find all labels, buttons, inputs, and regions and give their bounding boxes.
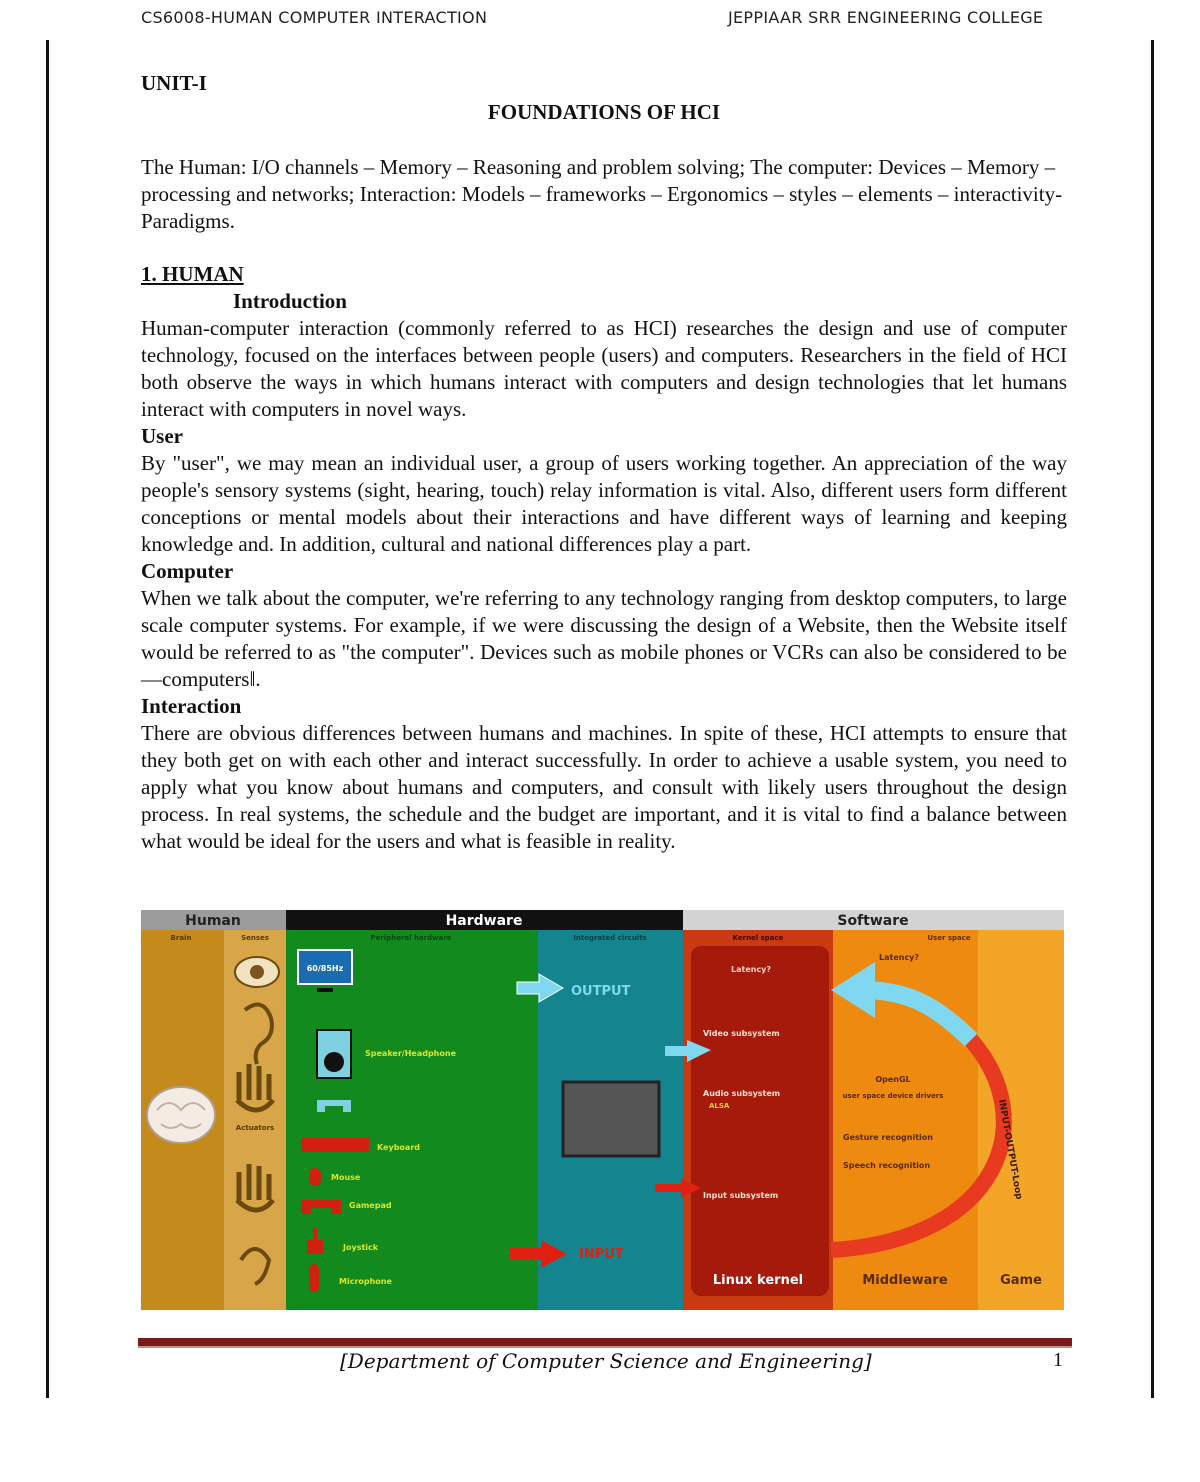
middleware-latency-label: Latency?	[879, 953, 920, 962]
keyboard-label: Keyboard	[377, 1143, 420, 1152]
integrated-label: Integrated circuits	[573, 934, 647, 942]
software-label: Software	[837, 913, 909, 929]
interaction-heading: Interaction	[141, 694, 242, 718]
gamepad-label: Gamepad	[349, 1201, 392, 1210]
microphone-icon	[309, 1264, 319, 1292]
alsa-label: ALSA	[709, 1102, 730, 1110]
display-rate-label: 60/85Hz	[306, 964, 344, 973]
user-space-drivers-label: user space device drivers	[842, 1092, 944, 1100]
kernel-latency-label: Latency?	[731, 965, 772, 974]
senses-label: Senses	[241, 934, 269, 942]
opengl-label: OpenGL	[875, 1075, 911, 1084]
speech-recognition-label: Speech recognition	[843, 1161, 931, 1170]
footer-divider	[138, 1338, 1072, 1346]
game-label: Game	[1000, 1273, 1042, 1288]
user-heading: User	[141, 424, 183, 448]
kernel-space-label: Kernel space	[732, 934, 784, 942]
section-heading: 1. HUMAN	[141, 262, 244, 286]
computer-paragraph: When we talk about the computer, we're referring to any technology ranging from desktop computers, to large scale computer systems. For example, if we were discussing the design of a Website, then the Website itself would be referred to as "the computer". Devices such as mobile phones or VCRs can also be considered to be ―computers‖.	[141, 586, 1067, 691]
computer-heading: Computer	[141, 559, 234, 583]
unit-label: UNIT-I	[141, 71, 207, 95]
human-label: Human	[185, 913, 241, 929]
introduction-paragraph: Human-computer interaction (commonly referred to as HCI) researches the design and use of computer technology, focused on the interfaces between people (users) and computers. Researchers in the field of HCI both observe the ways in which humans interact with computers and design technologies that let humans interact with computers in novel ways.	[141, 316, 1067, 421]
processor-box	[563, 1082, 659, 1156]
page-title: FOUNDATIONS OF HCI	[487, 100, 721, 124]
joystick-label: Joystick	[343, 1243, 379, 1252]
user-paragraph: By "user", we may mean an individual user, a group of users working together. An appreciation of the way people's sensory systems (sight, hearing, touch) relay information is vital. Also, different users form different conceptions or mental models about their interactions and have different ways of learning and keeping knowledge and. In addition, cultural and national differences play a part.	[141, 451, 1067, 556]
microphone-label: Microphone	[339, 1277, 392, 1286]
syllabus-paragraph: The Human: I/O channels – Memory – Reasoning and problem solving; The computer: Devices – Memory – processing and networks; Interaction: Models – frameworks – Ergonomics – styles – elements – interactivity- Paradigms.	[141, 155, 1063, 233]
header-college-name: JEPPIAAR SRR ENGINEERING COLLEGE	[728, 8, 1044, 27]
brain-icon	[147, 1087, 215, 1143]
input-subsystem-label: Input subsystem	[703, 1191, 779, 1200]
speaker-label: Speaker/Headphone	[365, 1049, 456, 1058]
page-number: 1	[1053, 1349, 1063, 1371]
video-subsystem-label: Video subsystem	[703, 1029, 780, 1038]
kernel-inner-box	[691, 946, 829, 1296]
hardware-label: Hardware	[445, 913, 523, 929]
keyboard-icon	[301, 1138, 369, 1152]
document-body	[141, 70, 1067, 855]
loop-label: INPUT-OUTPUT-Loop	[996, 1098, 1024, 1201]
output-label: OUTPUT	[571, 984, 631, 999]
peripheral-label: Peripheral hardware	[370, 934, 452, 942]
user-space-label: User space	[927, 934, 971, 942]
mouse-icon	[309, 1168, 321, 1186]
interaction-paragraph: There are obvious differences between humans and machines. In spite of these, HCI attempts to ensure that they both get on with each other and interact successfully. In order to achieve a usable system, you need to apply what you know about humans and computers, and consult with likely users throughout the design process. In real systems, the schedule and the budget are important, and it is vital to find a balance between what would be ideal for the users and what is feasible in reality.	[141, 721, 1067, 853]
linux-kernel-label: Linux kernel	[712, 1273, 804, 1288]
middleware-label: Middleware	[862, 1273, 948, 1288]
game-column	[978, 910, 1064, 1310]
header-course-title: CS6008-HUMAN COMPUTER INTERACTION	[141, 8, 488, 27]
footer-department: [Department of Computer Science and Engineering]	[340, 1349, 872, 1373]
joystick-icon	[307, 1240, 323, 1254]
brain-label: Brain	[170, 934, 192, 942]
mouse-label: Mouse	[331, 1173, 361, 1182]
actuators-label: Actuators	[235, 1124, 275, 1132]
left-border-line	[46, 40, 49, 1398]
right-border-line	[1151, 40, 1154, 1398]
hci-diagram	[141, 910, 1064, 1310]
audio-subsystem-label: Audio subsystem	[703, 1089, 781, 1098]
input-label: INPUT	[579, 1247, 624, 1262]
gesture-recognition-label: Gesture recognition	[843, 1133, 933, 1142]
introduction-heading: Introduction	[233, 289, 347, 313]
